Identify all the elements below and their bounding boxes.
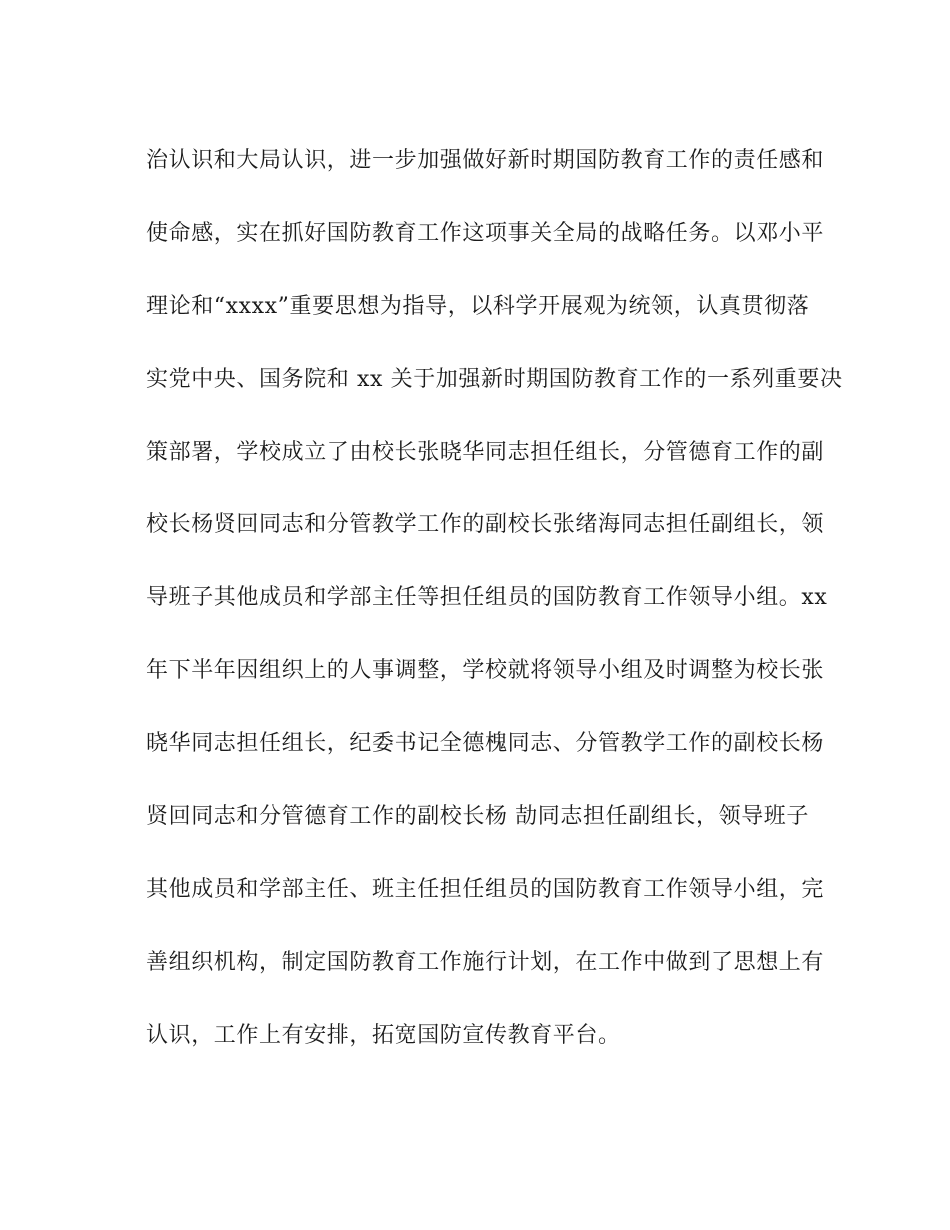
text-line: 治认识和大局认识，进一步加强做好新时期国防教育工作的责任感和: [146, 148, 825, 173]
text-line: 实党中央、国务院和 xx 关于加强新时期国防教育工作的一系列重要决: [146, 366, 843, 392]
text-line: 策部署，学校成立了由校长张晓华同志担任组长，分管德育工作的副: [146, 439, 825, 465]
text-line: 其他成员和学部主任、班主任担任组员的国防教育工作领导小组，完: [146, 876, 825, 902]
text-line: 校长杨贤回同志和分管教学工作的副校长张绪海同志担任副组长，领: [146, 512, 825, 538]
text-line: 贤回同志和分管德育工作的副校长杨 劼同志担任副组长，领导班子: [146, 804, 809, 830]
text-line: 理论和“xxxx”重要思想为指导，以科学开展观为统领，认真贯彻落: [146, 293, 810, 319]
text-line: 使命感，实在抓好国防教育工作这项事关全局的战略任务。以邓小平: [146, 220, 825, 246]
body-paragraph: [146, 138, 843, 1086]
text-line: 善组织机构，制定国防教育工作施行计划，在工作中做到了思想上有: [146, 949, 825, 975]
text-line: 晓华同志担任组长，纪委书记全德槐同志、分管教学工作的副校长杨: [146, 731, 825, 757]
text-line: 导班子其他成员和学部主任等担任组员的国防教育工作领导小组。xx: [146, 585, 828, 611]
text-line: 年下半年因组织上的人事调整，学校就将领导小组及时调整为校长张: [146, 658, 825, 684]
text-line: 认识，工作上有安排，拓宽国防宣传教育平台。: [146, 1022, 621, 1048]
